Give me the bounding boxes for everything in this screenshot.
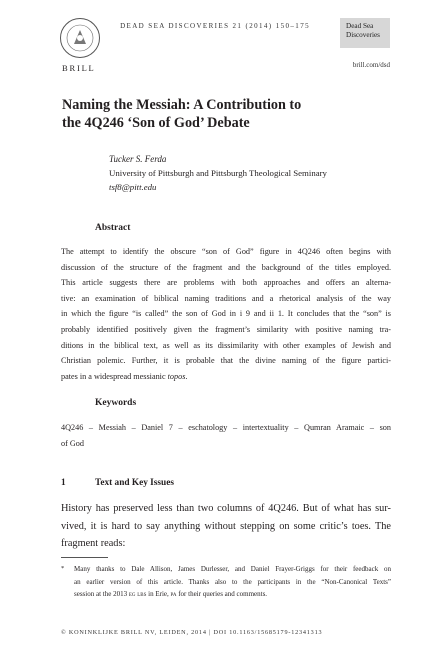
abstract-last-suffix: . [185,371,188,381]
journal-logo-line2: Discoveries [346,31,380,39]
article-title [62,96,382,132]
keywords-heading: Keywords [95,398,137,408]
publisher-name: BRILL [62,63,96,73]
footnote-line-3 [74,588,391,601]
journal-logo [340,18,390,48]
keywords-body [61,420,391,451]
footnote-text [74,563,391,601]
author-affiliation: University of Pittsburgh and Pittsburgh Theological Seminary [109,168,327,178]
journal-logo-line1: Dead Sea [346,22,374,30]
author-name: Tucker S. Ferda [109,154,167,164]
abstract-topos: topos [167,371,186,381]
footnote-sbl-abbrev: eg lbs [128,590,147,599]
footnote-mark: * [61,565,65,572]
section-body [61,500,391,553]
footnote-state-abbrev: pa [170,590,177,599]
footnote-rule [61,557,108,558]
section-title: Text and Key Issues [95,478,174,488]
footnote-line-3-prefix: session at the 2013 [74,590,129,599]
footnote-line-3-mid: in Erie, [146,590,171,599]
journal-url[interactable]: brill.com/dsd [352,61,390,69]
body-line: History has preserved less than two columns of 4Q246. But of what has sur- [61,503,391,514]
abstract-line: probably identified positively given the fragment’s similarity with positive naming tra- [61,324,391,334]
keywords-line-1: 4Q246 – Messiah – Daniel 7 – eschatology – intertextuality – Qumran Aramaic – son [61,423,391,432]
abstract-line: discussion of the structure of the fragment and the background of the titles employed. [61,262,391,272]
body-last-line: fragment reads: [61,538,126,550]
footnote-line-2: an earlier version of this article. Thanks also to the participants in the “Non-Canonical Texts” [74,577,391,586]
title-line-2: the 4Q246 ‘Son of God’ Debate [62,115,250,131]
title-line-1: Naming the Messiah: A Contribution to [62,97,302,113]
journal-citation: DEAD SEA DISCOVERIES 21 (2014) 150–175 [120,22,310,30]
abstract-last-line [61,369,391,385]
abstract-line: This article suggests there are problems with both approaches and offers an alterna- [61,278,391,288]
footnote-line-3-suffix: for their queries and comments. [176,590,268,599]
abstract-line: Christian polemic. Further, it is probable that the divine naming of the figure partici- [61,356,391,366]
abstract-last-prefix: pates in a widespread messianic [61,371,168,381]
abstract-body [61,244,391,384]
abstract-line: ditions in the biblical text, as well as its dissimilarity with other examples of Jewish and [61,340,391,350]
footnote-line-1: Many thanks to Dale Allison, James Durlesser, and Daniel Frayer-Griggs for their feedback on [74,565,391,573]
abstract-line: tive: an examination of biblical naming traditions and a rhetorical analysis of the way [61,293,391,303]
author-email[interactable]: tsf8@pitt.edu [109,182,157,192]
keywords-line-2: of God [61,438,84,448]
abstract-line: The attempt to identify the obscure “son of God” figure in 4Q246 often begins with [61,247,391,256]
abstract-heading: Abstract [95,223,131,233]
abstract-line: in which the figure “is called” the son of God in i 9 and ii 1. It concludes that the “son” is [61,309,391,319]
body-line: vived, it is hard to say anything without stepping on some critic’s toes. The [61,520,391,532]
section-number: 1 [61,478,66,488]
copyright-doi-footer: © KONINKLIJKE BRILL NV, LEIDEN, 2014 | DOI 10.1163/15685179-12341313 [61,629,323,636]
